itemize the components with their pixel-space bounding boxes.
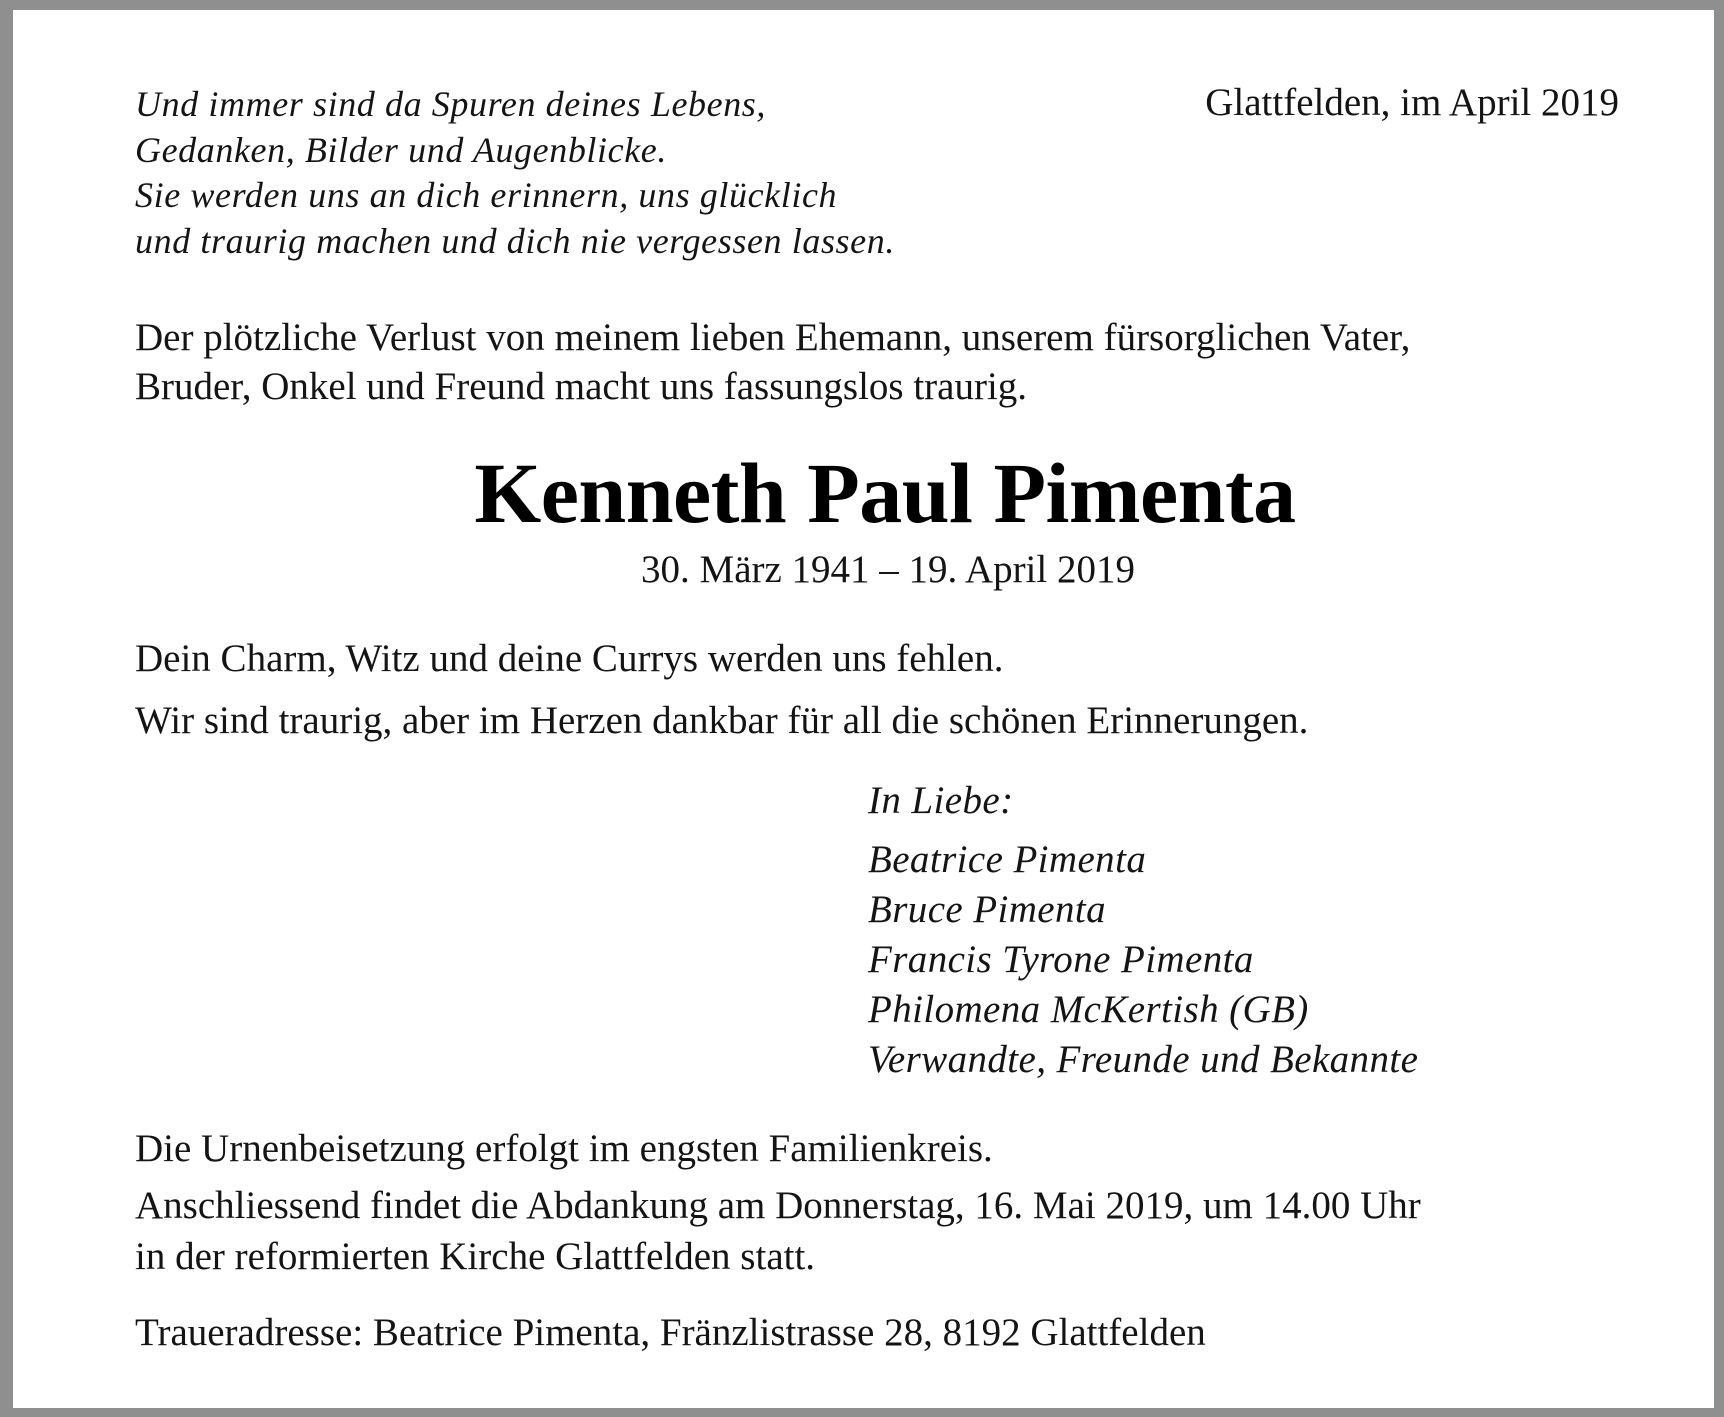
funeral-details: [135, 1123, 1421, 1282]
mourner-name: Francis Tyrone Pimenta: [868, 938, 1254, 981]
service-line: Anschliessend findet die Abdankung am Donnerstag, 16. Mai 2019, um 14.00 Uhr: [135, 1184, 1421, 1227]
mourner-name: Philomena McKertish (GB): [868, 988, 1309, 1031]
intro-text: [135, 313, 1410, 411]
farewell-message: [135, 628, 1308, 752]
poem-line: Sie werden uns an dich erinnern, uns glücklich: [135, 175, 838, 215]
mourners-heading: In Liebe:: [868, 779, 1014, 822]
deceased-name: Kenneth Paul Pimenta: [474, 445, 1296, 541]
memorial-poem: [135, 82, 895, 264]
mourner-name: Beatrice Pimenta: [868, 838, 1147, 881]
mourners-list: [868, 776, 1418, 1085]
intro-line: Bruder, Onkel und Freund macht uns fassungslos traurig.: [135, 365, 1028, 408]
intro-line: Der plötzliche Verlust von meinem lieben Ehemann, unserem fürsorglichen Vater,: [135, 316, 1411, 359]
poem-line: Und immer sind da Spuren deines Lebens,: [135, 84, 767, 124]
poem-line: und traurig machen und dich nie vergessen lassen.: [135, 220, 895, 261]
burial-text: Die Urnenbeisetzung erfolgt im engsten Familienkreis.: [135, 1127, 993, 1170]
place-date: Glattfelden, im April 2019: [1205, 81, 1619, 124]
mourning-address: Traueradresse: Beatrice Pimenta, Fränzlistrasse 28, 8192 Glattfelden: [135, 1311, 1206, 1354]
mourner-name: Verwandte, Freunde und Bekannte: [868, 1038, 1419, 1081]
message-line: Dein Charm, Witz und deine Currys werden uns fehlen.: [135, 637, 1004, 680]
poem-line: Gedanken, Bilder und Augenblicke.: [135, 129, 667, 170]
life-dates: 30. März 1941 – 19. April 2019: [641, 548, 1135, 591]
message-line: Wir sind traurig, aber im Herzen dankbar für all die schönen Erinnerungen.: [135, 699, 1309, 742]
service-line: in der reformierten Kirche Glattfelden statt.: [135, 1235, 816, 1278]
mourner-name: Bruce Pimenta: [868, 888, 1107, 931]
